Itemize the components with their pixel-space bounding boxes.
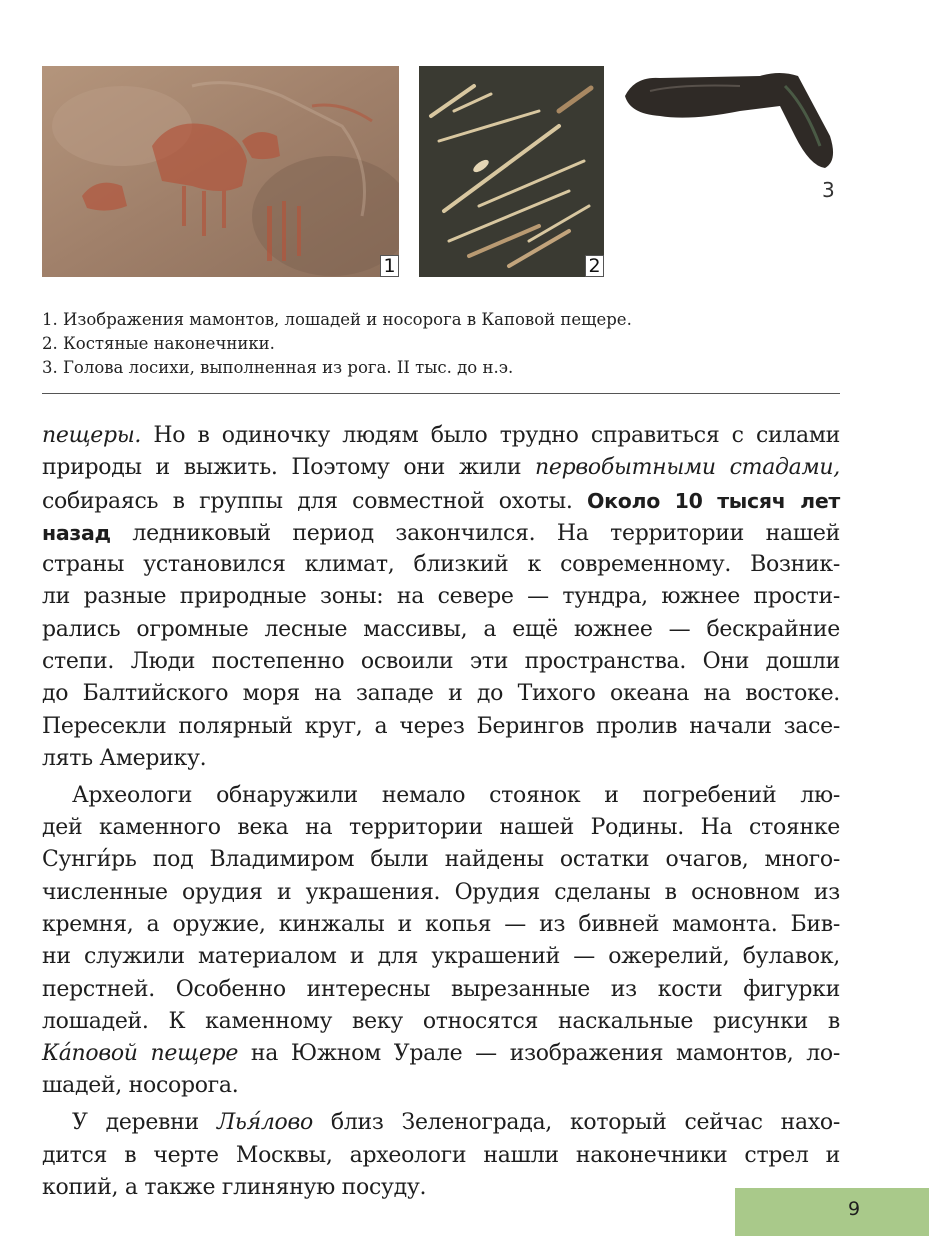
text-line: шадей, носорога. [42, 1073, 239, 1099]
text-line: ни служили материалом и для украшений — ожерелий, булавок, [42, 944, 840, 970]
text-line: Сунги́рь под Владимиром были найдены остатки очагов, много- [42, 847, 840, 873]
text-line: численные орудия и украшения. Орудия сделаны в основном из [42, 879, 840, 905]
text-line: дей каменного века на территории нашей Родины. На стоянке [42, 815, 840, 841]
text-line [42, 452, 840, 484]
bone-arrowheads-photo [419, 66, 604, 277]
text-fragment: близ Зеленограда, который сейчас нахо- [312, 1110, 840, 1136]
elk-head-carving-photo [620, 66, 840, 176]
figure-3-number: 3 [822, 178, 835, 202]
text-line: Археологи обнаружили немало стоянок и погребений лю- [72, 782, 840, 808]
bold-term: назад [42, 520, 111, 545]
cave-painting-photo [42, 66, 399, 277]
text-line: кремня, а оружие, кинжалы и копья — из бивней мамонта. Бив- [42, 911, 840, 937]
text-line: лошадей. К каменному веку относятся наскальные рисунки в [42, 1008, 840, 1034]
figure-1-number: 1 [380, 255, 399, 277]
body-text [42, 420, 840, 1204]
figure-2-number: 2 [585, 255, 604, 277]
bold-term: Около 10 тысяч лет [587, 488, 841, 513]
caption-1: 1. Изображения мамонтов, лошадей и носорога в Каповой пещере. [42, 310, 632, 329]
text-line [42, 420, 840, 452]
text-line [42, 517, 840, 549]
text-fragment: на Южном Урале — изображения мамонтов, ло- [238, 1041, 840, 1067]
text-fragment: У деревни [72, 1110, 217, 1136]
italic-term: Лья́лово [216, 1110, 313, 1136]
text-line: ли разные природные зоны: на севере — тундра, южнее прости- [42, 584, 840, 610]
text-fragment: собираясь в группы для совместной охоты. [42, 488, 588, 514]
text-line: страны установился климат, близкий к современному. Возник- [42, 552, 840, 578]
text-line: копий, а также глиняную посуду. [42, 1174, 427, 1200]
caption-2: 2. Костяные наконечники. [42, 334, 275, 353]
italic-term: пещеры. [42, 423, 142, 448]
page-number: 9 [848, 1198, 861, 1220]
text-line: дится в черте Москвы, археологи нашли наконечники стрел и [42, 1142, 840, 1168]
italic-term: первобытными стадами, [535, 455, 840, 481]
italic-term: Ка́повой пещере [42, 1041, 239, 1067]
caption-3: 3. Голова лосихи, выполненная из рога. II тыс. до н.э. [42, 358, 514, 377]
text-fragment: природы и выжить. Поэтому они жили [42, 455, 536, 481]
text-line: степи. Люди постепенно освоили эти пространства. Они дошли [42, 649, 840, 675]
text-line [42, 485, 840, 517]
text-fragment: ледниковый период закончился. На территории нашей [110, 520, 840, 546]
text-line: Пересекли полярный круг, а через Берингов пролив начали засе- [42, 713, 840, 739]
text-line [42, 1107, 840, 1139]
text-fragment: Но в одиночку людям было трудно справиться с силами [141, 423, 840, 448]
text-line: рались огромные лесные массивы, а ещё южнее — бескрайние [42, 616, 840, 642]
text-line [42, 1038, 840, 1070]
text-line: перстней. Особенно интересны вырезанные из кости фигурки [42, 976, 840, 1002]
text-line: лять Америку. [42, 745, 207, 771]
page-number-tab [735, 1188, 929, 1236]
figure-captions [42, 308, 842, 380]
text-line: до Балтийского моря на западе и до Тихого океана на востоке. [42, 681, 840, 707]
caption-divider [42, 393, 840, 394]
